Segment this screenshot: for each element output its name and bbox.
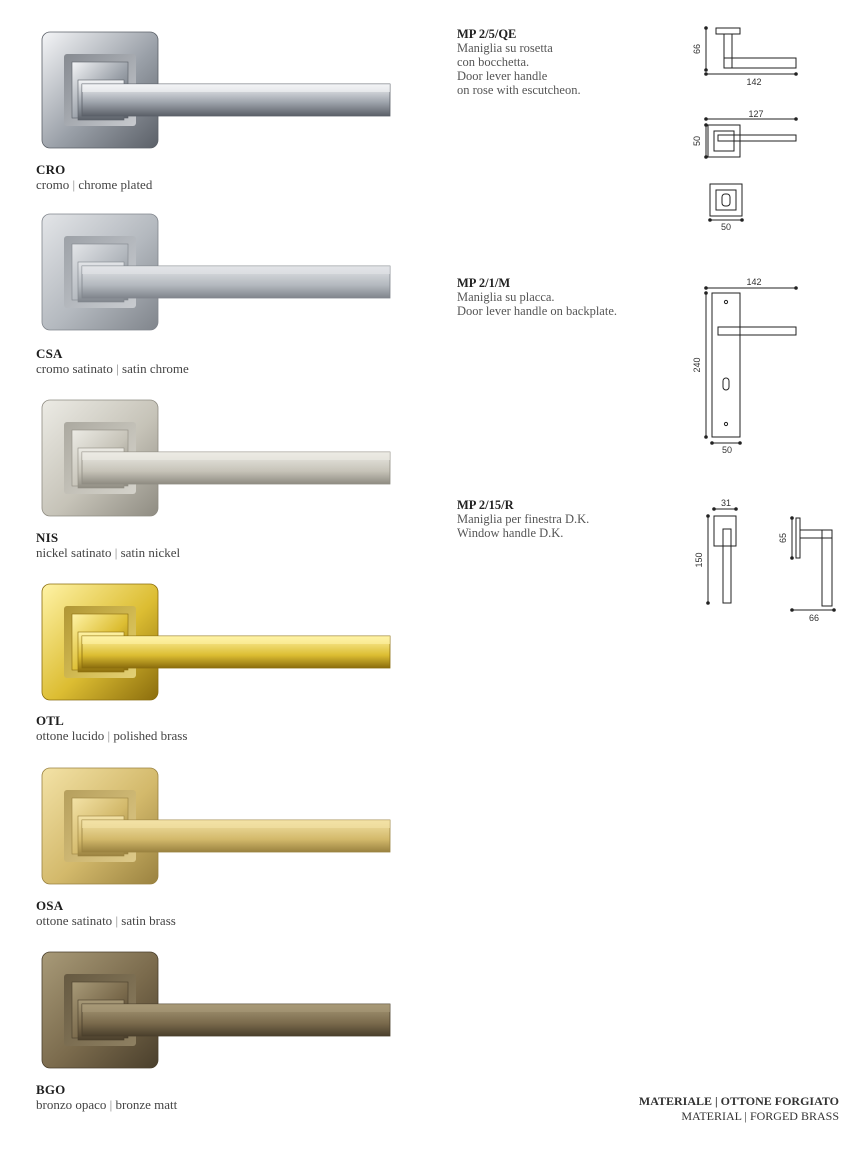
dimension-label: 142	[746, 77, 762, 87]
finish-description	[36, 545, 180, 561]
handle-image-osa	[36, 764, 416, 888]
finish-code: OTL	[36, 713, 65, 728]
drawing-window-handle-front	[690, 496, 760, 608]
finish-description	[36, 1097, 177, 1113]
material-footer	[639, 1094, 839, 1124]
finish-description	[36, 913, 176, 929]
model-code: MP 2/5/QE	[457, 27, 517, 41]
handle-image-nis	[36, 396, 416, 520]
dimension-label: 66	[808, 613, 820, 623]
separator: |	[114, 545, 118, 560]
dimension-label: 50	[721, 445, 733, 455]
finish-description	[36, 728, 187, 744]
separator: |	[109, 1097, 113, 1112]
finish-description	[36, 361, 189, 377]
finish-name-en: bronze matt	[115, 1097, 178, 1112]
drawing-side-view-rose	[690, 22, 810, 88]
handle-image-csa	[36, 210, 416, 334]
finish-name-en: chrome plated	[78, 177, 153, 192]
model-desc-line: Door lever handle	[457, 69, 548, 83]
drawing-backplate	[690, 275, 810, 455]
dimension-label: 142	[746, 277, 762, 287]
finish-description	[36, 177, 152, 193]
model-desc-line: Maniglia su placca.	[457, 290, 555, 304]
dimension-label: 31	[720, 498, 732, 508]
finish-name-en: polished brass	[113, 728, 188, 743]
model-mp-2-15-r	[457, 498, 589, 540]
model-code: MP 2/1/M	[457, 276, 511, 290]
material-line-it: MATERIALE | OTTONE FORGIATO	[638, 1094, 839, 1108]
finish-name-en: satin chrome	[122, 361, 189, 376]
model-code: MP 2/15/R	[457, 498, 514, 512]
finish-name-en: satin nickel	[120, 545, 181, 560]
finish-code: CRO	[36, 162, 66, 177]
finish-code: NIS	[36, 530, 59, 545]
model-mp-2-1-m	[457, 276, 617, 318]
drawing-escutcheon	[700, 178, 760, 234]
model-desc-line: con bocchetta.	[457, 55, 530, 69]
dimension-label: 127	[748, 109, 764, 119]
handle-image-bgo	[36, 948, 416, 1072]
dimension-label: 240	[692, 357, 702, 373]
model-mp-2-5-qe	[457, 27, 581, 97]
finish-name-it: ottone lucido	[36, 728, 105, 743]
dimension-label: 66	[692, 43, 702, 55]
material-line-en: MATERIAL | FORGED BRASS	[681, 1109, 839, 1123]
model-desc-line: on rose with escutcheon.	[457, 83, 581, 97]
model-desc-line: Window handle D.K.	[457, 526, 564, 540]
dimension-label: 50	[720, 222, 732, 232]
dimension-label: 50	[692, 135, 702, 147]
separator: |	[72, 177, 76, 192]
separator: |	[107, 728, 111, 743]
dimension-label: 65	[778, 532, 788, 544]
handle-image-otl	[36, 580, 416, 704]
finish-name-it: cromo satinato	[36, 361, 113, 376]
model-desc-line: Maniglia per finestra D.K.	[457, 512, 590, 526]
dimension-label: 150	[694, 552, 704, 568]
drawing-window-handle-side	[770, 512, 840, 624]
finish-name-it: ottone satinato	[36, 913, 113, 928]
separator: |	[115, 913, 119, 928]
finish-name-it: nickel satinato	[36, 545, 112, 560]
drawing-front-view-rose	[690, 108, 810, 164]
separator: |	[116, 361, 119, 376]
finish-name-it: bronzo opaco	[36, 1097, 107, 1112]
finish-name-en: satin brass	[121, 913, 176, 928]
finish-code: OSA	[36, 898, 64, 913]
finish-name-it: cromo	[36, 177, 70, 192]
model-desc-line: Maniglia su rosetta	[457, 41, 553, 55]
finish-code: BGO	[36, 1082, 66, 1097]
model-desc-line: Door lever handle on backplate.	[457, 304, 618, 318]
handle-image-cro	[36, 28, 416, 152]
finish-code: CSA	[36, 346, 63, 361]
